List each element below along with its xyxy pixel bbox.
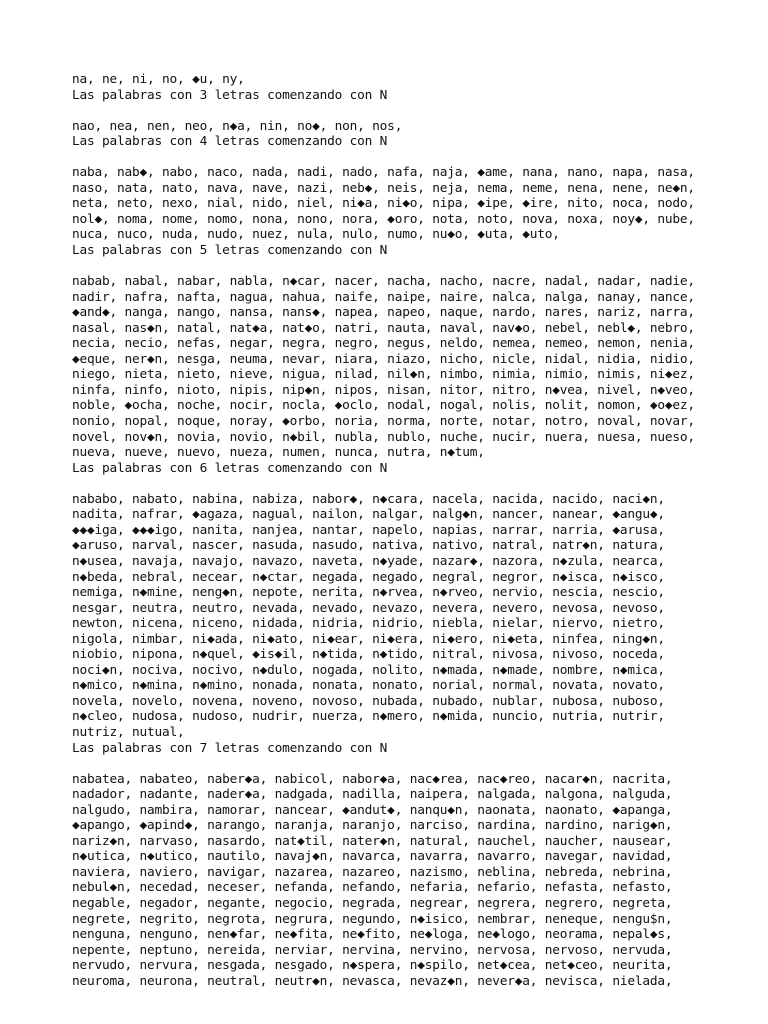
word-list-line: ◆◆◆iga, ◆◆◆igo, nanita, nanjea, nantar, napelo, napias, narrar, narria, ◆arusa, xyxy=(72,522,665,538)
word-list-line: nadir, nafra, nafta, nagua, nahua, naife, naipe, naire, nalca, nalga, nanay, nance, xyxy=(72,289,695,305)
word-list-line: necia, necio, nefas, negar, negra, negro, negus, neldo, nemea, nemeo, nemon, nenia, xyxy=(72,336,695,352)
word-list-line: nemiga, n◆mine, neng◆n, nepote, nerita, n◆rvea, n◆rveo, nervio, nescia, nescio, xyxy=(72,585,665,601)
word-list-line: nigola, nimbar, ni◆ada, ni◆ato, ni◆ear, ni◆era, ni◆ero, ni◆eta, ninfea, ning◆n, xyxy=(72,631,665,647)
word-list-line: nesgar, neutra, neutro, nevada, nevado, nevazo, nevera, nevero, nevosa, nevoso, xyxy=(72,600,665,616)
word-list-line: ◆apango, ◆apind◆, narango, naranja, naranjo, narciso, nardina, nardino, narig◆n, xyxy=(72,818,673,834)
word-list-line: nariz◆n, narvaso, nasardo, nat◆til, nater◆n, natural, nauchel, naucher, nausear, xyxy=(72,833,673,849)
word-list-line: naba, nab◆, nabo, naco, nada, nadi, nado, nafa, naja, ◆ame, nana, nano, napa, nasa, xyxy=(72,165,695,181)
word-list-line: nasal, nas◆n, natal, nat◆a, nat◆o, natri, nauta, naval, nav◆o, nebel, nebl◆, nebro, xyxy=(72,320,695,336)
word-list-line: nol◆, noma, nome, nomo, nona, nono, nora, ◆oro, nota, noto, nova, noxa, noy◆, nube, xyxy=(72,211,695,227)
word-list-line: n◆beda, nebral, necear, n◆ctar, negada, negado, negral, negror, n◆isca, n◆isco, xyxy=(72,569,665,585)
blank-line xyxy=(72,150,762,166)
word-list-line: negrete, negrito, negrota, negrura, negundo, n◆isico, nembrar, neneque, nengu$n, xyxy=(72,911,673,927)
word-list-line: niego, nieta, nieto, nieve, nigua, nilad, nil◆n, nimbo, nimia, nimio, nimis, ni◆ez, xyxy=(72,367,695,383)
word-list-line: naso, nata, nato, nava, nave, nazi, neb◆, neis, neja, nema, neme, nena, nene, ne◆n, xyxy=(72,180,695,196)
word-list-line: nutriz, nutual, xyxy=(72,724,185,740)
word-list-line: n◆usea, navaja, navajo, navazo, naveta, n◆yade, nazar◆, nazora, n◆zula, nearca, xyxy=(72,553,665,569)
word-list-line: nenguna, nenguno, nen◆far, ne◆fita, ne◆fito, ne◆loga, ne◆logo, neorama, nepal◆s, xyxy=(72,927,673,943)
word-list-line: n◆mico, n◆mina, n◆mino, nonada, nonata, nonato, norial, normal, novata, novato, xyxy=(72,678,665,694)
word-list-line: ninfa, ninfo, nioto, nipis, nip◆n, nipos, nisan, nitor, nitro, n◆vea, nivel, n◆veo, xyxy=(72,382,695,398)
word-list-line: nervudo, nervura, nesgada, nesgado, n◆spera, n◆spilo, net◆cea, net◆ceo, neurita, xyxy=(72,958,673,974)
word-list-line: nuca, nuco, nuda, nudo, nuez, nula, nulo, numo, nu◆o, ◆uta, ◆uto, xyxy=(72,227,560,243)
blank-line xyxy=(72,259,762,275)
section-heading: Las palabras con 6 letras comenzando con N xyxy=(72,460,388,476)
blank-line xyxy=(72,476,762,492)
word-list-line: negable, negador, negante, negocio, negrada, negrear, negrera, negrero, negreta, xyxy=(72,895,673,911)
word-list-line: newton, nicena, niceno, nidada, nidria, nidrio, niebla, nielar, niervo, nietro, xyxy=(72,616,665,632)
word-list-line: noble, ◆ocha, noche, nocir, nocla, ◆oclo, nodal, nogal, nolis, nolit, nomon, ◆o◆ez, xyxy=(72,398,695,414)
word-list-line: ◆aruso, narval, nascer, nasuda, nasudo, nativa, nativo, natral, natr◆n, natura, xyxy=(72,538,665,554)
word-list-line: n◆utica, n◆utico, nautilo, navaj◆n, navarca, navarra, navarro, navegar, navidad, xyxy=(72,849,673,865)
word-list-line: na, ne, ni, no, ◆u, ny, xyxy=(72,72,245,87)
word-list-line: naviera, naviero, navigar, nazarea, nazareo, nazismo, neblina, nebreda, nebrina, xyxy=(72,864,673,880)
blank-line xyxy=(72,756,762,772)
section-heading: Las palabras con 4 letras comenzando con N xyxy=(72,134,388,150)
word-list-line: nebul◆n, necedad, neceser, nefanda, nefando, nefaria, nefario, nefasta, nefasto, xyxy=(72,880,673,896)
word-list-line: nueva, nueve, nuevo, nueza, numen, nunca, nutra, n◆tum, xyxy=(72,445,485,461)
word-list-line: nonio, nopal, noque, noray, ◆orbo, noria, norma, norte, notar, notro, noval, novar, xyxy=(72,414,695,430)
word-list-line: nadita, nafrar, ◆agaza, nagual, nailon, nalgar, nalg◆n, nancer, nanear, ◆angu◆, xyxy=(72,507,665,523)
word-list-line: neuroma, neurona, neutral, neutr◆n, nevasca, nevaz◆n, never◆a, nevisca, nielada, xyxy=(72,973,673,989)
blank-line xyxy=(72,103,762,119)
word-list-line: nepente, neptuno, nereida, nerviar, nervina, nervino, nervosa, nervoso, nervuda, xyxy=(72,942,673,958)
word-list-line: nababo, nabato, nabina, nabiza, nabor◆, n◆cara, nacela, nacida, nacido, naci◆n, xyxy=(72,491,665,507)
section-heading: Las palabras con 5 letras comenzando con N xyxy=(72,243,388,259)
word-list-line: nabab, nabal, nabar, nabla, n◆car, nacer, nacha, nacho, nacre, nadal, nadar, nadie, xyxy=(72,274,695,290)
section-heading: Las palabras con 3 letras comenzando con N xyxy=(72,87,388,103)
word-list-line: niobio, nipona, n◆quel, ◆is◆il, n◆tida, n◆tido, nitral, nivosa, nivoso, noceda, xyxy=(72,647,665,663)
word-list-line: nalgudo, nambira, namorar, nancear, ◆andut◆, nanqu◆n, naonata, naonato, ◆apanga, xyxy=(72,802,673,818)
word-list-line: ◆eque, ner◆n, nesga, neuma, nevar, niara, niazo, nicho, nicle, nidal, nidia, nidio, xyxy=(72,351,695,367)
word-list-line: neta, neto, nexo, nial, nido, niel, ni◆a, ni◆o, nipa, ◆ipe, ◆ire, nito, noca, nodo, xyxy=(72,196,695,212)
word-list-line: novel, nov◆n, novia, novio, n◆bil, nubla, nublo, nuche, nucir, nuera, nuesa, nueso, xyxy=(72,429,695,445)
document-page xyxy=(72,72,762,989)
word-list-line: ◆and◆, nanga, nango, nansa, nans◆, napea, napeo, naque, nardo, nares, nariz, narra, xyxy=(72,305,695,321)
word-list-line: n◆cleo, nudosa, nudoso, nudrir, nuerza, n◆mero, n◆mida, nuncio, nutria, nutrir, xyxy=(72,709,665,725)
word-list-line: noci◆n, nociva, nocivo, n◆dulo, nogada, nolito, n◆mada, n◆made, nombre, n◆mica, xyxy=(72,662,665,678)
word-list-line: nao, nea, nen, neo, n◆a, nin, no◆, non, nos, xyxy=(72,118,403,134)
section-heading: Las palabras con 7 letras comenzando con N xyxy=(72,740,388,756)
word-list-line: nadador, nadante, nader◆a, nadgada, nadilla, naipera, nalgada, nalgona, nalguda, xyxy=(72,787,673,803)
word-list-line: novela, novelo, novena, noveno, novoso, nubada, nubado, nublar, nubosa, nuboso, xyxy=(72,693,665,709)
word-list-line: nabatea, nabateo, naber◆a, nabicol, nabor◆a, nac◆rea, nac◆reo, nacar◆n, nacrita, xyxy=(72,771,673,787)
